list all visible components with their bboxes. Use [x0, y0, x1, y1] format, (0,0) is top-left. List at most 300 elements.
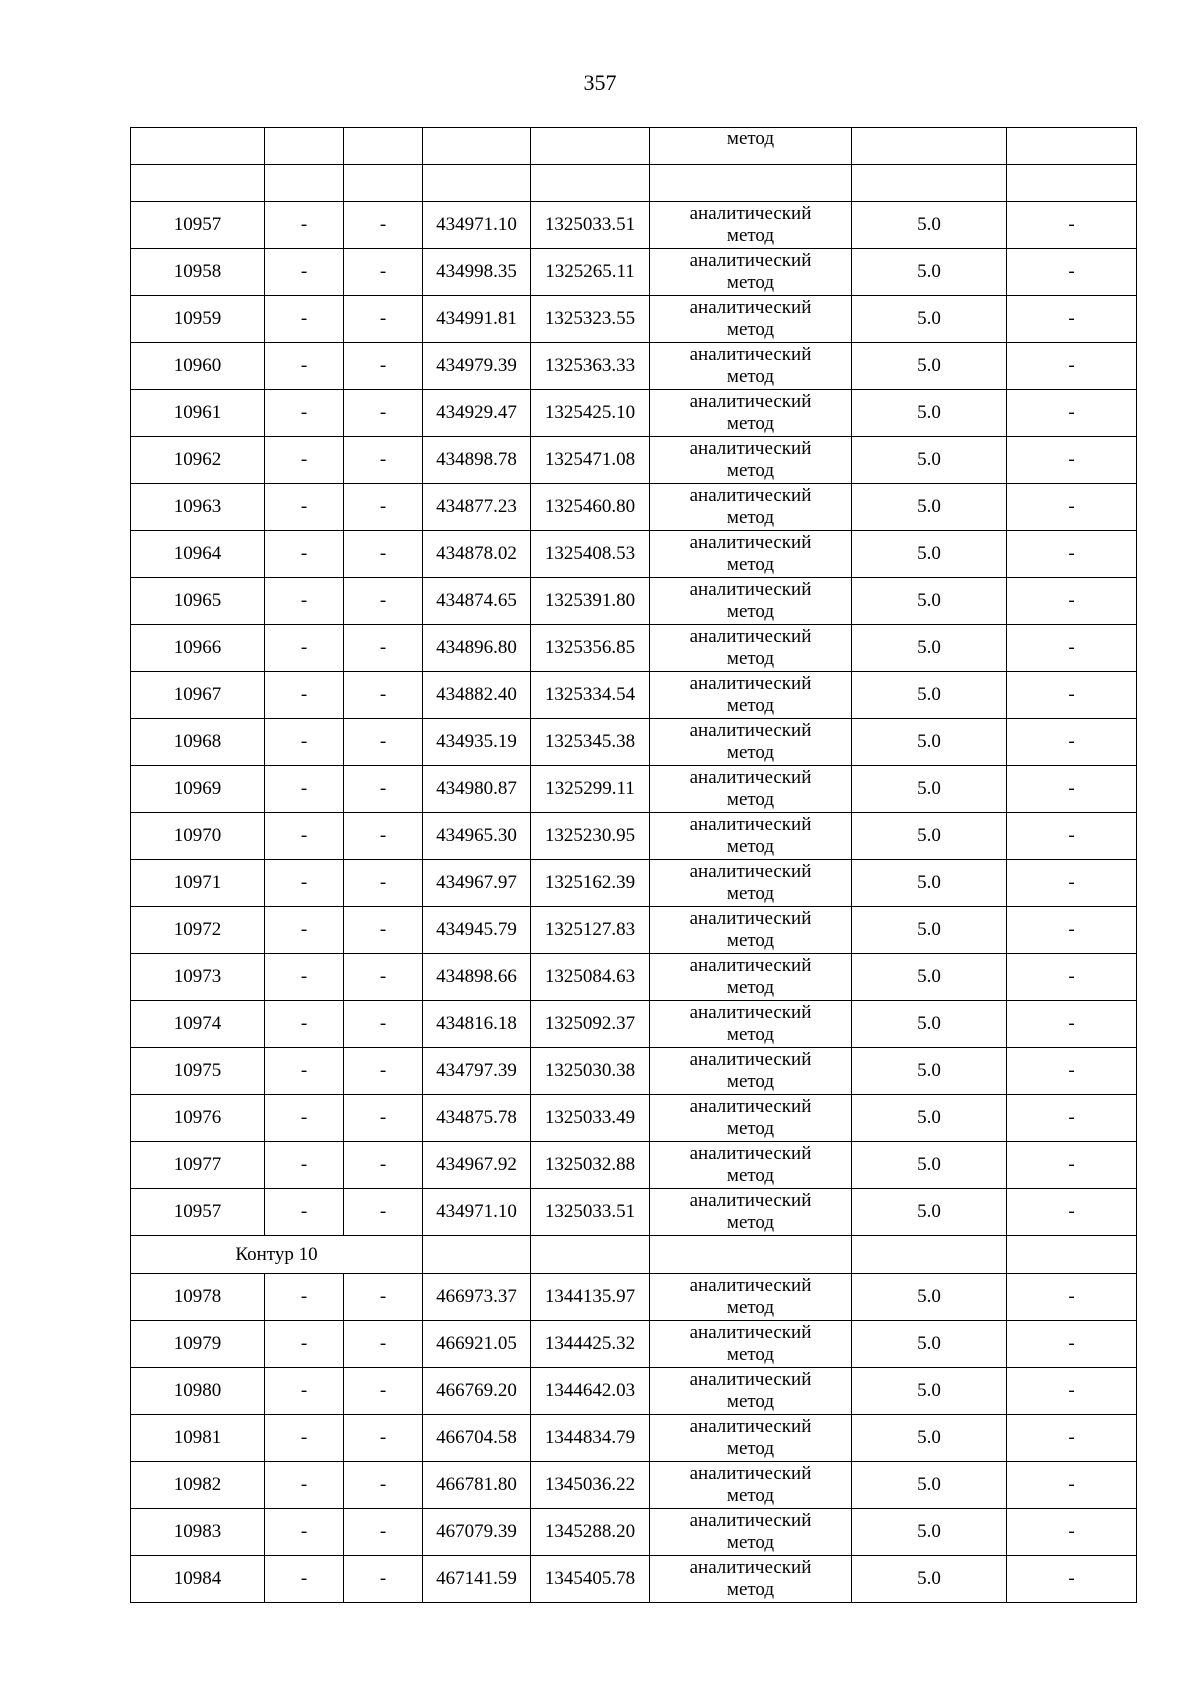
method-line: метод — [726, 977, 775, 998]
method-line: метод — [726, 1212, 775, 1233]
y-coordinate-cell: 1325323.55 — [531, 296, 650, 343]
method-cell — [650, 343, 852, 390]
method-line: аналитический — [689, 720, 812, 741]
dash-cell: - — [344, 1462, 423, 1509]
dash-cell: - — [265, 719, 344, 766]
note-cell: - — [1007, 813, 1137, 860]
note-cell: - — [1007, 1321, 1137, 1368]
accuracy-cell: 5.0 — [852, 437, 1007, 484]
method-line: метод — [726, 836, 775, 857]
method-cell — [650, 1189, 852, 1236]
dash-cell: - — [265, 625, 344, 672]
dash-cell: - — [344, 1415, 423, 1462]
note-cell: - — [1007, 1095, 1137, 1142]
method-line: аналитический — [689, 1190, 812, 1211]
dash-cell: - — [265, 343, 344, 390]
table-row — [131, 907, 1137, 954]
table-row — [131, 1048, 1137, 1095]
dash-cell: - — [344, 860, 423, 907]
y-coordinate-cell: 1344642.03 — [531, 1368, 650, 1415]
dash-cell: - — [265, 1368, 344, 1415]
method-line: метод — [726, 319, 775, 340]
y-coordinate-cell: 1325033.51 — [531, 1189, 650, 1236]
method-line: аналитический — [689, 908, 812, 929]
x-coordinate-cell: 466704.58 — [423, 1415, 531, 1462]
note-cell: - — [1007, 1001, 1137, 1048]
x-coordinate-cell: 466973.37 — [423, 1274, 531, 1321]
dash-cell: - — [344, 531, 423, 578]
x-coordinate-cell: 434998.35 — [423, 249, 531, 296]
table-row — [131, 1415, 1137, 1462]
x-coordinate-cell: 434945.79 — [423, 907, 531, 954]
table-row — [131, 1556, 1137, 1603]
method-line: метод — [726, 1579, 775, 1600]
x-coordinate-cell: 434882.40 — [423, 672, 531, 719]
x-coordinate-cell: 434878.02 — [423, 531, 531, 578]
dash-cell: - — [344, 249, 423, 296]
y-coordinate-cell: 1325334.54 — [531, 672, 650, 719]
method-line: метод — [726, 225, 775, 246]
method-cell: метод — [650, 128, 852, 165]
table-row — [131, 1462, 1137, 1509]
y-coordinate-cell: 1325265.11 — [531, 249, 650, 296]
method-cell — [650, 1048, 852, 1095]
contour-label: Контур 10 — [131, 1236, 423, 1274]
dash-cell: - — [265, 766, 344, 813]
point-number-cell: 10978 — [131, 1274, 265, 1321]
point-number-cell: 10962 — [131, 437, 265, 484]
table-cell — [131, 128, 265, 165]
method-cell — [650, 437, 852, 484]
method-line: метод — [726, 413, 775, 434]
x-coordinate-cell: 434965.30 — [423, 813, 531, 860]
dash-cell: - — [344, 1556, 423, 1603]
dash-cell: - — [344, 625, 423, 672]
x-coordinate-cell: 467141.59 — [423, 1556, 531, 1603]
table-body — [131, 128, 1137, 1603]
method-line: метод — [726, 1391, 775, 1412]
table-row — [131, 1001, 1137, 1048]
table-row — [131, 1274, 1137, 1321]
note-cell: - — [1007, 202, 1137, 249]
table-cell — [131, 165, 265, 202]
method-line: аналитический — [689, 391, 812, 412]
method-cell — [650, 1142, 852, 1189]
x-coordinate-cell: 467079.39 — [423, 1509, 531, 1556]
point-number-cell: 10958 — [131, 249, 265, 296]
method-line: аналитический — [689, 1049, 812, 1070]
dash-cell: - — [265, 249, 344, 296]
dash-cell: - — [344, 1048, 423, 1095]
method-cell — [650, 1321, 852, 1368]
point-number-cell: 10976 — [131, 1095, 265, 1142]
table-cell — [344, 128, 423, 165]
point-number-cell: 10963 — [131, 484, 265, 531]
accuracy-cell: 5.0 — [852, 1095, 1007, 1142]
dash-cell: - — [265, 202, 344, 249]
point-number-cell: 10984 — [131, 1556, 265, 1603]
method-cell — [650, 1509, 852, 1556]
table-cell — [1007, 165, 1137, 202]
method-line: аналитический — [689, 861, 812, 882]
method-cell — [650, 1556, 852, 1603]
method-line: метод — [726, 1438, 775, 1459]
note-cell: - — [1007, 484, 1137, 531]
accuracy-cell: 5.0 — [852, 766, 1007, 813]
table-row — [131, 1095, 1137, 1142]
y-coordinate-cell: 1325363.33 — [531, 343, 650, 390]
note-cell: - — [1007, 1142, 1137, 1189]
y-coordinate-cell: 1325356.85 — [531, 625, 650, 672]
y-coordinate-cell: 1325425.10 — [531, 390, 650, 437]
accuracy-cell: 5.0 — [852, 1048, 1007, 1095]
x-coordinate-cell: 434874.65 — [423, 578, 531, 625]
method-line: аналитический — [689, 1557, 812, 1578]
table-cell — [1007, 128, 1137, 165]
method-line: метод — [726, 1118, 775, 1139]
note-cell: - — [1007, 954, 1137, 1001]
dash-cell: - — [265, 1189, 344, 1236]
y-coordinate-cell: 1325033.51 — [531, 202, 650, 249]
dash-cell: - — [344, 1321, 423, 1368]
point-number-cell: 10967 — [131, 672, 265, 719]
method-line: аналитический — [689, 579, 812, 600]
accuracy-cell: 5.0 — [852, 1415, 1007, 1462]
table-cell — [852, 1236, 1007, 1274]
table-cell — [423, 1236, 531, 1274]
accuracy-cell: 5.0 — [852, 1189, 1007, 1236]
method-cell — [650, 1368, 852, 1415]
table-row — [131, 578, 1137, 625]
table-row — [131, 719, 1137, 766]
x-coordinate-cell: 466769.20 — [423, 1368, 531, 1415]
x-coordinate-cell: 434967.97 — [423, 860, 531, 907]
x-coordinate-cell: 434896.80 — [423, 625, 531, 672]
point-number-cell: 10960 — [131, 343, 265, 390]
method-line: метод — [726, 789, 775, 810]
note-cell: - — [1007, 578, 1137, 625]
note-cell: - — [1007, 1048, 1137, 1095]
method-line: метод — [726, 742, 775, 763]
dash-cell: - — [265, 1462, 344, 1509]
y-coordinate-cell: 1325471.08 — [531, 437, 650, 484]
dash-cell: - — [265, 907, 344, 954]
y-coordinate-cell: 1325030.38 — [531, 1048, 650, 1095]
coordinates-table — [130, 127, 1137, 1603]
accuracy-cell: 5.0 — [852, 625, 1007, 672]
note-cell: - — [1007, 907, 1137, 954]
dash-cell: - — [344, 1274, 423, 1321]
y-coordinate-cell: 1325162.39 — [531, 860, 650, 907]
y-coordinate-cell: 1325391.80 — [531, 578, 650, 625]
dash-cell: - — [344, 343, 423, 390]
point-number-cell: 10957 — [131, 1189, 265, 1236]
dash-cell: - — [344, 672, 423, 719]
accuracy-cell: 5.0 — [852, 1462, 1007, 1509]
method-line: метод — [726, 1344, 775, 1365]
accuracy-cell: 5.0 — [852, 719, 1007, 766]
method-line: аналитический — [689, 673, 812, 694]
method-cell — [650, 390, 852, 437]
accuracy-cell: 5.0 — [852, 390, 1007, 437]
method-line: аналитический — [689, 1369, 812, 1390]
method-line: метод — [726, 1165, 775, 1186]
method-cell — [650, 625, 852, 672]
method-line: аналитический — [689, 955, 812, 976]
point-number-cell: 10979 — [131, 1321, 265, 1368]
accuracy-cell: 5.0 — [852, 1142, 1007, 1189]
table-cell — [531, 165, 650, 202]
accuracy-cell: 5.0 — [852, 202, 1007, 249]
dash-cell: - — [265, 1556, 344, 1603]
method-cell — [650, 719, 852, 766]
table-row — [131, 766, 1137, 813]
method-line: метод — [726, 1297, 775, 1318]
dash-cell: - — [265, 1274, 344, 1321]
table-cell — [650, 165, 852, 202]
method-line: аналитический — [689, 1416, 812, 1437]
point-number-cell: 10965 — [131, 578, 265, 625]
table-row — [131, 343, 1137, 390]
accuracy-cell: 5.0 — [852, 1001, 1007, 1048]
dash-cell: - — [265, 1509, 344, 1556]
accuracy-cell: 5.0 — [852, 954, 1007, 1001]
x-coordinate-cell: 434991.81 — [423, 296, 531, 343]
dash-cell: - — [265, 860, 344, 907]
y-coordinate-cell: 1325033.49 — [531, 1095, 650, 1142]
dash-cell: - — [265, 296, 344, 343]
dash-cell: - — [344, 484, 423, 531]
method-cell — [650, 1462, 852, 1509]
note-cell: - — [1007, 296, 1137, 343]
table-row — [131, 672, 1137, 719]
method-line: метод — [726, 1071, 775, 1092]
method-cell — [650, 672, 852, 719]
table-cell — [852, 128, 1007, 165]
page-number: 357 — [583, 70, 617, 95]
dash-cell: - — [265, 1001, 344, 1048]
x-coordinate-cell: 434875.78 — [423, 1095, 531, 1142]
point-number-cell: 10975 — [131, 1048, 265, 1095]
table-row — [131, 531, 1137, 578]
method-line: метод — [726, 1024, 775, 1045]
method-line: аналитический — [689, 250, 812, 271]
x-coordinate-cell: 434929.47 — [423, 390, 531, 437]
method-cell — [650, 484, 852, 531]
table-row — [131, 625, 1137, 672]
dash-cell: - — [344, 907, 423, 954]
method-cell — [650, 296, 852, 343]
point-number-cell: 10959 — [131, 296, 265, 343]
dash-cell: - — [344, 719, 423, 766]
method-line: аналитический — [689, 1275, 812, 1296]
point-number-cell: 10971 — [131, 860, 265, 907]
y-coordinate-cell: 1325230.95 — [531, 813, 650, 860]
method-line: аналитический — [689, 485, 812, 506]
note-cell: - — [1007, 1189, 1137, 1236]
note-cell: - — [1007, 860, 1137, 907]
note-cell: - — [1007, 1368, 1137, 1415]
accuracy-cell: 5.0 — [852, 1556, 1007, 1603]
y-coordinate-cell: 1325032.88 — [531, 1142, 650, 1189]
note-cell: - — [1007, 1556, 1137, 1603]
x-coordinate-cell: 434980.87 — [423, 766, 531, 813]
dash-cell: - — [344, 1095, 423, 1142]
method-line: метод — [726, 695, 775, 716]
dash-cell: - — [265, 437, 344, 484]
accuracy-cell: 5.0 — [852, 484, 1007, 531]
method-line: аналитический — [689, 344, 812, 365]
point-number-cell: 10957 — [131, 202, 265, 249]
accuracy-cell: 5.0 — [852, 813, 1007, 860]
dash-cell: - — [265, 1415, 344, 1462]
method-cell — [650, 1274, 852, 1321]
note-cell: - — [1007, 1462, 1137, 1509]
accuracy-cell: 5.0 — [852, 1274, 1007, 1321]
method-cell — [650, 766, 852, 813]
dash-cell: - — [265, 672, 344, 719]
dash-cell: - — [344, 1509, 423, 1556]
dash-cell: - — [344, 390, 423, 437]
table-row — [131, 484, 1137, 531]
dash-cell: - — [344, 954, 423, 1001]
empty-row — [131, 165, 1137, 202]
accuracy-cell: 5.0 — [852, 860, 1007, 907]
point-number-cell: 10977 — [131, 1142, 265, 1189]
method-line: аналитический — [689, 1463, 812, 1484]
note-cell: - — [1007, 672, 1137, 719]
note-cell: - — [1007, 249, 1137, 296]
method-line: аналитический — [689, 626, 812, 647]
method-line: аналитический — [689, 532, 812, 553]
dash-cell: - — [265, 531, 344, 578]
table-row — [131, 1368, 1137, 1415]
x-coordinate-cell: 434898.66 — [423, 954, 531, 1001]
accuracy-cell: 5.0 — [852, 343, 1007, 390]
table-cell — [423, 128, 531, 165]
point-number-cell: 10968 — [131, 719, 265, 766]
table-row — [131, 202, 1137, 249]
dash-cell: - — [265, 390, 344, 437]
method-line: аналитический — [689, 1322, 812, 1343]
dash-cell: - — [265, 954, 344, 1001]
method-line: аналитический — [689, 1143, 812, 1164]
y-coordinate-cell: 1325127.83 — [531, 907, 650, 954]
dash-cell: - — [344, 1142, 423, 1189]
note-cell: - — [1007, 390, 1137, 437]
method-cell — [650, 531, 852, 578]
method-line: аналитический — [689, 1002, 812, 1023]
method-line: метод — [726, 366, 775, 387]
note-cell: - — [1007, 625, 1137, 672]
method-cell — [650, 860, 852, 907]
x-coordinate-cell: 434971.10 — [423, 1189, 531, 1236]
x-coordinate-cell: 434877.23 — [423, 484, 531, 531]
note-cell: - — [1007, 1509, 1137, 1556]
dash-cell: - — [344, 766, 423, 813]
method-line: аналитический — [689, 1510, 812, 1531]
table-cell — [344, 165, 423, 202]
point-number-cell: 10970 — [131, 813, 265, 860]
method-cell — [650, 578, 852, 625]
method-line: аналитический — [689, 1096, 812, 1117]
method-cell — [650, 1095, 852, 1142]
table-row — [131, 1321, 1137, 1368]
accuracy-cell: 5.0 — [852, 531, 1007, 578]
contour-header-row — [131, 1236, 1137, 1274]
method-line: метод — [726, 601, 775, 622]
dash-cell: - — [344, 813, 423, 860]
table-cell — [650, 1236, 852, 1274]
method-line: аналитический — [689, 297, 812, 318]
point-number-cell: 10969 — [131, 766, 265, 813]
x-coordinate-cell: 466781.80 — [423, 1462, 531, 1509]
continued-row — [131, 128, 1137, 165]
y-coordinate-cell: 1345288.20 — [531, 1509, 650, 1556]
y-coordinate-cell: 1325299.11 — [531, 766, 650, 813]
dash-cell: - — [265, 1095, 344, 1142]
y-coordinate-cell: 1344834.79 — [531, 1415, 650, 1462]
method-cell — [650, 813, 852, 860]
table-cell — [531, 1236, 650, 1274]
x-coordinate-cell: 434816.18 — [423, 1001, 531, 1048]
method-line: метод — [726, 1532, 775, 1553]
table-row — [131, 813, 1137, 860]
table-row — [131, 954, 1137, 1001]
accuracy-cell: 5.0 — [852, 249, 1007, 296]
note-cell: - — [1007, 437, 1137, 484]
method-line: аналитический — [689, 203, 812, 224]
table-row — [131, 437, 1137, 484]
note-cell: - — [1007, 766, 1137, 813]
x-coordinate-cell: 434979.39 — [423, 343, 531, 390]
point-number-cell: 10974 — [131, 1001, 265, 1048]
accuracy-cell: 5.0 — [852, 296, 1007, 343]
x-coordinate-cell: 466921.05 — [423, 1321, 531, 1368]
method-line: метод — [726, 1485, 775, 1506]
accuracy-cell: 5.0 — [852, 672, 1007, 719]
method-line: метод — [726, 507, 775, 528]
point-number-cell: 10972 — [131, 907, 265, 954]
dash-cell: - — [344, 1189, 423, 1236]
point-number-cell: 10973 — [131, 954, 265, 1001]
dash-cell: - — [265, 1142, 344, 1189]
accuracy-cell: 5.0 — [852, 1368, 1007, 1415]
y-coordinate-cell: 1325092.37 — [531, 1001, 650, 1048]
point-number-cell: 10981 — [131, 1415, 265, 1462]
y-coordinate-cell: 1344425.32 — [531, 1321, 650, 1368]
dash-cell: - — [265, 484, 344, 531]
note-cell: - — [1007, 1274, 1137, 1321]
method-line: аналитический — [689, 438, 812, 459]
table-row — [131, 296, 1137, 343]
x-coordinate-cell: 434971.10 — [423, 202, 531, 249]
table-cell — [265, 128, 344, 165]
accuracy-cell: 5.0 — [852, 907, 1007, 954]
note-cell: - — [1007, 719, 1137, 766]
method-line: метод — [726, 883, 775, 904]
note-cell: - — [1007, 343, 1137, 390]
x-coordinate-cell: 434935.19 — [423, 719, 531, 766]
method-line: метод — [726, 460, 775, 481]
y-coordinate-cell: 1325345.38 — [531, 719, 650, 766]
method-line: метод — [726, 272, 775, 293]
x-coordinate-cell: 434967.92 — [423, 1142, 531, 1189]
method-line: метод — [726, 930, 775, 951]
dash-cell: - — [265, 813, 344, 860]
table-cell — [265, 165, 344, 202]
dash-cell: - — [344, 578, 423, 625]
